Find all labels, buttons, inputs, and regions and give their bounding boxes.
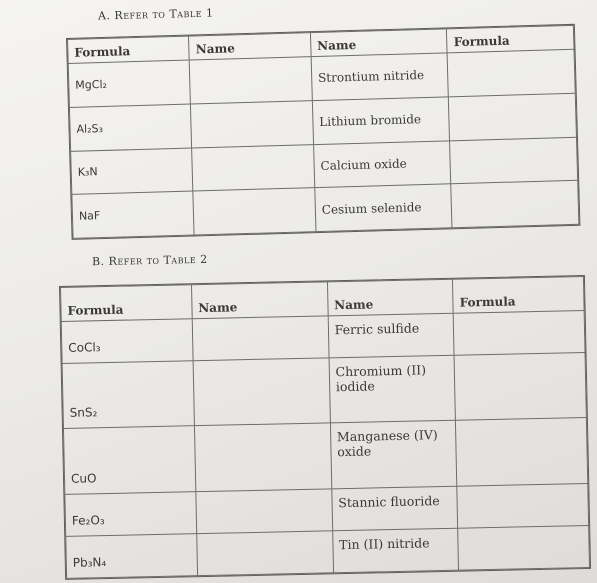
table-a-formula-answer-cell[interactable] (450, 137, 578, 184)
table-b-formula-cell: Fe₂O₃ (65, 492, 197, 537)
section-b-title: Refer to Table 2 (108, 252, 208, 268)
table-a-name-answer-cell[interactable] (192, 144, 315, 191)
section-a-label (98, 6, 214, 22)
table-a-formula-cell: NaF (72, 191, 195, 238)
table-a-header-name-right: Name (310, 29, 447, 57)
table-b-formula-cell: Pb₃N₄ (66, 534, 198, 579)
table-b-formula-cell: CoCl₃ (61, 319, 193, 364)
table-a-formula-answer-cell[interactable] (449, 93, 577, 140)
table-b-header-formula-left: Formula (61, 285, 192, 322)
table-a-compound-name-cell: Lithium bromide (312, 97, 450, 145)
table-a-name-answer-cell[interactable] (190, 57, 313, 104)
table-b-header-name-left: Name (191, 282, 328, 319)
table-a (66, 24, 580, 240)
section-a-title: Refer to Table 1 (114, 6, 214, 23)
section-a-prefix: A. (97, 9, 111, 23)
section-b-label (92, 253, 208, 268)
table-a-formula-cell: MgCl₂ (68, 60, 191, 107)
table-a-header-name-left: Name (189, 33, 311, 60)
table-b-header-formula-right: Formula (453, 277, 584, 314)
table-a-header-formula-left: Formula (68, 36, 190, 63)
table-b-formula-cell: SnS₂ (62, 361, 194, 429)
table-b (59, 275, 591, 580)
table-b-formula-answer-cell[interactable] (457, 483, 589, 528)
table-b-compound-name-cell: Chromium (II) iodide (329, 355, 456, 423)
table-a-name-answer-cell[interactable] (191, 100, 314, 147)
table-b-formula-answer-cell[interactable] (453, 311, 585, 356)
table-b-formula-cell: CuO (63, 426, 195, 494)
table-a-header-formula-right: Formula (447, 25, 574, 53)
table-b-name-answer-cell[interactable] (194, 423, 331, 491)
table-b-compound-name-cell: Manganese (IV) oxide (330, 421, 457, 489)
table-b-header-name-right: Name (327, 279, 453, 316)
table-a-name-answer-cell[interactable] (193, 188, 316, 235)
table-b-formula-answer-cell[interactable] (454, 352, 586, 420)
table-a-formula-answer-cell[interactable] (451, 181, 579, 228)
table-a-compound-name-cell: Strontium nitride (311, 53, 449, 101)
table-a-formula-cell: K₃N (71, 148, 194, 195)
table-a-formula-cell: Al₂S₃ (69, 104, 192, 151)
table-b-name-answer-cell[interactable] (196, 531, 333, 576)
table-b-compound-name-cell: Tin (II) nitride (332, 528, 458, 573)
table-b-formula-answer-cell[interactable] (456, 418, 588, 486)
table-b-name-answer-cell[interactable] (196, 489, 333, 534)
table-a-compound-name-cell: Cesium selenide (315, 184, 453, 232)
table-b-name-answer-cell[interactable] (193, 358, 330, 426)
table-a-compound-name-cell: Calcium oxide (313, 140, 451, 188)
table-b-compound-name-cell: Ferric sulfide (328, 313, 454, 358)
table-b-compound-name-cell: Stannic fluoride (332, 486, 458, 531)
table-b-formula-answer-cell[interactable] (458, 525, 590, 570)
table-a-formula-answer-cell[interactable] (448, 49, 576, 96)
section-b-prefix: B. (91, 254, 105, 269)
table-b-name-answer-cell[interactable] (192, 316, 329, 361)
